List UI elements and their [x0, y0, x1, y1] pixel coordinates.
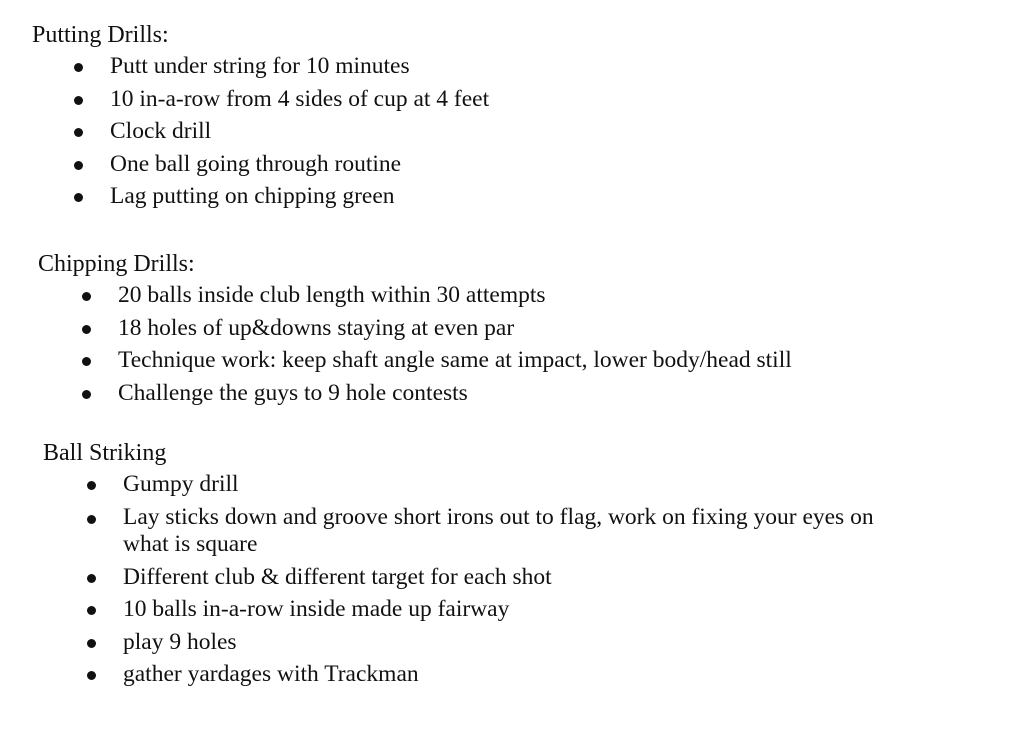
bullet-icon: [87, 515, 96, 524]
bullet-icon: [82, 325, 91, 334]
bullet-icon: [74, 128, 83, 137]
list-item-text: One ball going through routine: [110, 150, 402, 177]
bullet-icon: [87, 481, 96, 490]
bullet-icon: [74, 161, 83, 170]
section-heading-ball-striking: Ball Striking: [43, 440, 167, 466]
list-item: [38, 344, 998, 377]
list-item: [38, 377, 998, 410]
list-item: [43, 593, 1003, 626]
list-item-text: Different club & different target for each shot: [123, 563, 552, 590]
list-item: [43, 468, 1003, 501]
list-item: [32, 83, 992, 116]
bullet-icon: [74, 96, 83, 105]
list-item: [43, 626, 1003, 659]
list-item: [43, 501, 923, 561]
list-item-text: play 9 holes: [123, 628, 237, 655]
list-item-text: Technique work: keep shaft angle same at impact, lower body/head still: [118, 347, 792, 373]
bullet-icon: [87, 574, 96, 583]
chipping-drills-list: [38, 279, 998, 409]
bullet-icon: [87, 639, 96, 648]
putting-drills-list: [32, 50, 992, 213]
list-item-text: 18 holes of up&downs staying at even par: [118, 314, 515, 341]
bullet-icon: [87, 606, 96, 615]
list-item: [38, 312, 998, 345]
section-heading-putting: Putting Drills:: [32, 22, 169, 48]
list-item-text: Putt under string for 10 minutes: [110, 53, 410, 79]
list-item-text: gather yardages with Trackman: [123, 661, 419, 687]
list-item: [32, 115, 992, 148]
chipping-drills-section: [38, 249, 998, 409]
list-item-text: Lay sticks down and groove short irons out to flag, work on fixing your eyes on what is square: [123, 503, 874, 557]
list-item-text: Gumpy drill: [123, 471, 239, 497]
bullet-icon: [87, 671, 96, 680]
list-item-text: Lag putting on chipping green: [110, 183, 395, 209]
list-item: [32, 50, 992, 83]
list-item: [38, 279, 998, 312]
list-item-text: Clock drill: [110, 118, 212, 144]
bullet-icon: [82, 357, 91, 366]
putting-drills-section: [32, 20, 992, 213]
list-item-text: 20 balls inside club length within 30 attempts: [118, 282, 546, 308]
list-item: [43, 561, 1003, 594]
list-item-text: 10 balls in-a-row inside made up fairway: [123, 596, 510, 622]
bullet-icon: [74, 193, 83, 202]
bullet-icon: [82, 390, 91, 399]
ball-striking-section: [43, 438, 1003, 691]
list-item: [43, 658, 1003, 691]
section-heading-chipping: Chipping Drills:: [38, 251, 195, 277]
list-item: [32, 148, 992, 181]
bullet-icon: [74, 63, 83, 72]
list-item: [32, 180, 992, 213]
list-item-text: Challenge the guys to 9 hole contests: [118, 379, 468, 406]
bullet-icon: [82, 292, 91, 301]
ball-striking-list: [43, 468, 1003, 691]
list-item-text: 10 in-a-row from 4 sides of cup at 4 feet: [110, 85, 490, 112]
